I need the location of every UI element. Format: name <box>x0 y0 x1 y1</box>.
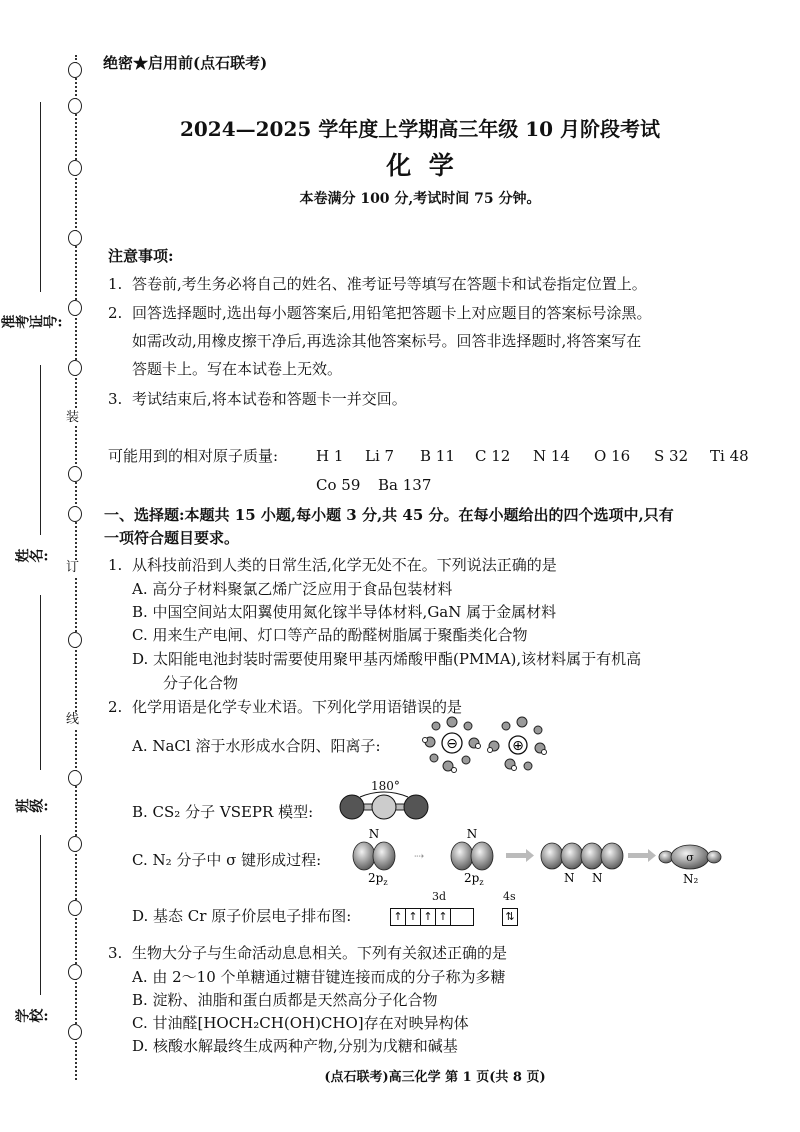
molecule-label: N₂ <box>683 872 699 886</box>
note-text: 答卷前,考生务必将自己的姓名、准考证号等填写在答题卡和试卷指定位置上。 <box>132 275 647 293</box>
option-b: B. 中国空间站太阳翼使用氮化镓半导体材料,GaN 属于金属材料 <box>132 603 557 621</box>
page-footer: (点石联考)高三化学 第 1 页(共 8 页) <box>324 1070 546 1085</box>
atomic-mass: Ba 137 <box>378 476 432 494</box>
cs2-vsepr-model <box>338 789 430 825</box>
option-c: C. 用来生产电闸、灯口等产品的酚醛树脂属于聚酯类化合物 <box>132 626 528 644</box>
atom-label: N <box>466 827 478 841</box>
orbital-box: ⇅ <box>502 908 518 926</box>
question-number: 2. <box>108 698 123 716</box>
binding-hole <box>68 300 82 316</box>
section-heading: 一项符合题目要求。 <box>104 529 240 547</box>
arrow-icon <box>648 849 656 862</box>
field-line[interactable] <box>40 365 41 535</box>
binding-hole <box>68 964 82 980</box>
binding-hole <box>68 230 82 246</box>
electron-config-4s <box>502 906 517 926</box>
note-number: 1. <box>108 275 123 293</box>
orbital-box: ↑ <box>435 908 451 926</box>
option-b: B. CS₂ 分子 VSEPR 模型: <box>132 803 314 821</box>
binding-hole <box>68 1024 82 1040</box>
option-d: D. 基态 Cr 原子价层电子排布图: <box>132 907 352 925</box>
question-stem: 化学用语是化学专业术语。下列化学用语错误的是 <box>132 698 463 716</box>
atom-label: N <box>368 827 380 841</box>
sigma-bond-formation-diagram <box>338 826 738 888</box>
binding-hole <box>68 836 82 852</box>
binding-hole <box>68 506 82 522</box>
notes-heading: 注意事项: <box>108 247 174 265</box>
note-text: 考试结束后,将本试卷和答题卡一并交回。 <box>132 390 407 408</box>
orbital-box: ↑ <box>405 908 421 926</box>
binding-char: 订 <box>66 560 80 575</box>
note-number: 2. <box>108 304 123 322</box>
binding-hole <box>68 360 82 376</box>
sigma-label: σ <box>686 851 694 864</box>
class-label: 班级: <box>15 798 49 815</box>
school-label: 学校: <box>15 1008 49 1025</box>
atomic-mass-label: 可能用到的相对原子质量: <box>108 447 279 465</box>
name-label: 姓名: <box>15 548 49 565</box>
atomic-mass: Co 59 <box>316 476 361 494</box>
atomic-mass: S 32 <box>654 447 689 465</box>
question-number: 1. <box>108 556 123 574</box>
arrow-icon <box>526 849 534 862</box>
binding-hole <box>68 632 82 648</box>
orbital-4s-label: 4s <box>503 890 516 903</box>
exam-info: 本卷满分 100 分,考试时间 75 分钟。 <box>299 191 541 207</box>
field-line[interactable] <box>40 595 41 770</box>
binding-hole <box>68 62 82 78</box>
field-line[interactable] <box>40 835 41 995</box>
binding-hole <box>68 98 82 114</box>
atomic-mass: Li 7 <box>365 447 395 465</box>
option-c: C. 甘油醛[HOCH₂CH(OH)CHO]存在对映异构体 <box>132 1014 469 1032</box>
note-text: 如需改动,用橡皮擦干净后,再选涂其他答案标号。回答非选择题时,将答案写在 <box>132 332 642 350</box>
note-text: 回答选择题时,选出每小题答案后,用铅笔把答题卡上对应题目的答案标号涂黑。 <box>132 304 652 322</box>
section-heading: 一、选择题:本题共 15 小题,每小题 3 分,共 45 分。在每小题给出的四个选项中,只有 <box>104 506 674 524</box>
atom-label: N <box>564 871 575 885</box>
orbital-box: ↑ <box>390 908 406 926</box>
option-d: D. 太阳能电池封装时需要使用聚甲基丙烯酸甲酯(PMMA),该材料属于有机高 <box>132 650 642 668</box>
cation-sign: ⊕ <box>512 738 524 754</box>
exam-id-label: 准考证号: <box>1 314 63 331</box>
atomic-mass: B 11 <box>420 447 455 465</box>
orbital-3d-label: 3d <box>432 890 447 903</box>
atomic-mass: Ti 48 <box>710 447 749 465</box>
binding-hole <box>68 900 82 916</box>
atomic-mass: O 16 <box>594 447 631 465</box>
orbital-label: $2p_z$ <box>464 871 484 887</box>
orbital-box <box>450 908 474 926</box>
option-d-cont: 分子化合物 <box>163 674 239 692</box>
atomic-mass: C 12 <box>475 447 511 465</box>
option-d: D. 核酸水解最终生成两种产物,分别为戊糖和碱基 <box>132 1037 458 1055</box>
arrow-icon: ⇢ <box>414 849 425 863</box>
option-a: A. 由 2～10 个单糖通过糖苷键连接而成的分子称为多糖 <box>132 968 506 986</box>
question-stem: 从科技前沿到人类的日常生活,化学无处不在。下列说法正确的是 <box>132 556 557 574</box>
question-stem: 生物大分子与生命活动息息相关。下列有关叙述正确的是 <box>132 944 508 962</box>
orbital-label: $2p_z$ <box>368 871 388 887</box>
option-c: C. N₂ 分子中 σ 键形成过程: <box>132 851 322 869</box>
binding-char: 线 <box>66 712 80 727</box>
note-number: 3. <box>108 390 123 408</box>
option-a: A. 高分子材料聚氯乙烯广泛应用于食品包装材料 <box>132 580 453 598</box>
binding-hole <box>68 466 82 482</box>
anion-sign: ⊖ <box>446 736 458 752</box>
atomic-mass: H 1 <box>316 447 344 465</box>
orbital-box: ↑ <box>420 908 436 926</box>
atom-label: N <box>592 871 603 885</box>
binding-char: 装 <box>66 410 80 425</box>
electron-config-3d <box>390 906 473 926</box>
hydrated-ions-diagram <box>418 716 548 774</box>
binding-hole <box>68 770 82 786</box>
option-a: A. NaCl 溶于水形成水合阴、阳离子: <box>132 737 381 755</box>
question-number: 3. <box>108 944 123 962</box>
exam-title: 2024—2025 学年度上学期高三年级 10 月阶段考试 <box>179 117 661 141</box>
note-text: 答题卡上。写在本试卷上无效。 <box>132 360 343 378</box>
option-b: B. 淀粉、油脂和蛋白质都是天然高分子化合物 <box>132 991 438 1009</box>
subject-title: 化 学 <box>386 151 454 180</box>
atomic-mass: N 14 <box>533 447 570 465</box>
bond-angle-label: 180° <box>371 779 400 793</box>
secrecy-label: 绝密★启用前(点石联考) <box>103 54 268 72</box>
